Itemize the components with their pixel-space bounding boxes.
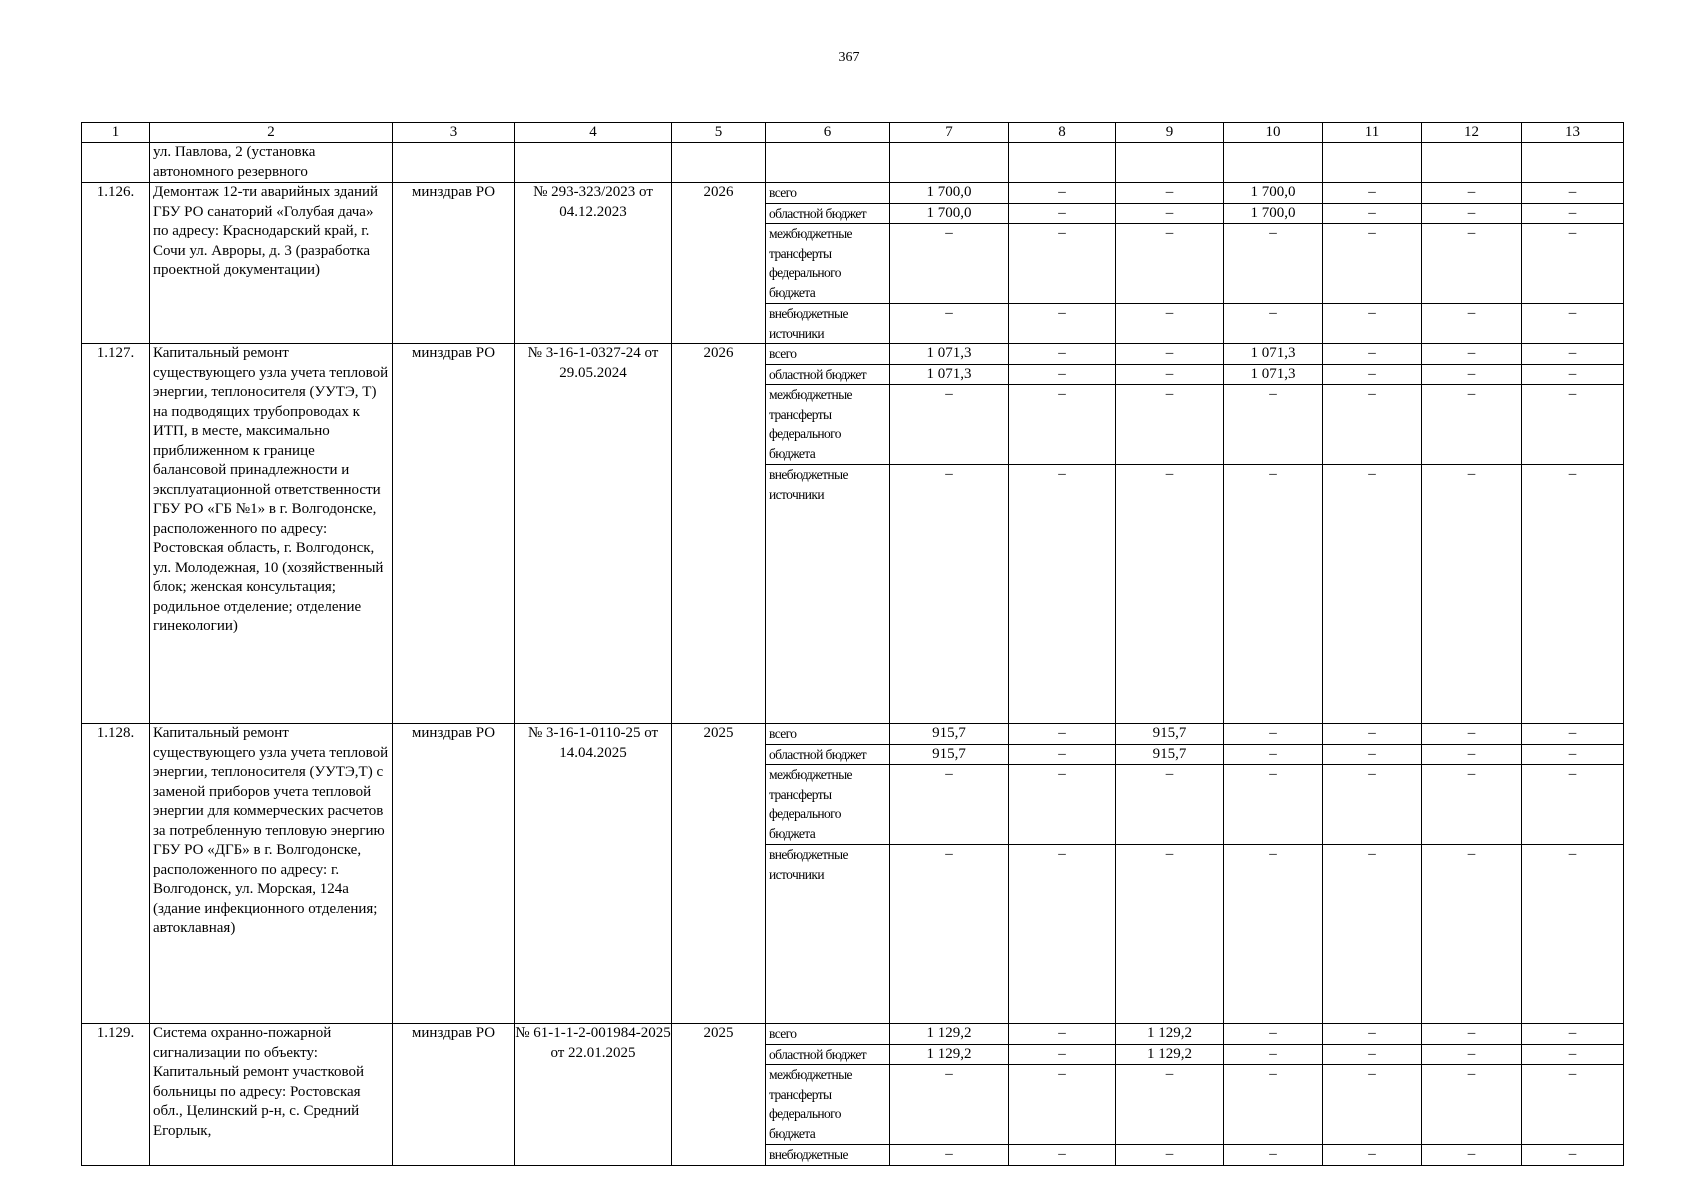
column-number-row [82, 123, 1624, 143]
entry-responsible: минздрав РО [393, 724, 515, 1024]
value-cell: – [1323, 724, 1422, 745]
value-cell: – [1116, 845, 1224, 1024]
entry-number: 1.127. [82, 344, 150, 724]
value-cell: – [1009, 845, 1116, 1024]
value-cell: – [1009, 1065, 1116, 1145]
value-cell: – [890, 765, 1009, 845]
source-extra: внебюджетные источники [766, 465, 890, 724]
value-cell: 1 129,2 [1116, 1024, 1224, 1045]
value-cell: 915,7 [1116, 724, 1224, 745]
value-cell: 1 700,0 [890, 183, 1009, 204]
entry-document: № 61-1-1-2-001984-2025 от 22.01.2025 [515, 1024, 672, 1166]
value-cell: – [1224, 385, 1323, 465]
column-number: 5 [672, 123, 766, 143]
entry-number: 1.126. [82, 183, 150, 344]
source-total: всего [766, 183, 890, 204]
value-cell: – [890, 304, 1009, 344]
source-regional: областной бюджет [766, 364, 890, 385]
value-cell: – [1009, 744, 1116, 765]
value-cell: – [890, 385, 1009, 465]
source-total: всего [766, 344, 890, 365]
entry-document: № 3-16-1-0327-24 от 29.05.2024 [515, 344, 672, 724]
value-cell: – [1323, 304, 1422, 344]
value-cell: – [1522, 724, 1624, 745]
entry-document: № 3-16-1-0110-25 от 14.04.2025 [515, 724, 672, 1024]
value-cell: – [1009, 385, 1116, 465]
value-cell: – [1422, 224, 1522, 304]
value-cell: – [1224, 224, 1323, 304]
value-cell: – [1009, 1044, 1116, 1065]
value-cell: – [1522, 344, 1624, 365]
value-cell: – [1522, 364, 1624, 385]
source-total: всего [766, 724, 890, 745]
value-cell: – [1323, 364, 1422, 385]
entry-name: Капитальный ремонт существующего узла учета тепловой энергии, теплоносителя (УУТЭ, Т) на подводящих трубопроводах к ИТП, в месте, максимально приближенном к границе балансовой принадлежности и эксплуатационной ответственности ГБУ РО «ГБ №1» в г. Волгодонске, расположенного по адресу: Ростовская область, г. Волгодонск, ул. Молодежная, 10 (хозяйственный блок; женская консультация; родильное отделение; отделение гинекологии) [150, 344, 393, 724]
value-cell: – [1422, 1024, 1522, 1045]
source-federal: межбюджетные трансферты федерального бюджета [766, 765, 890, 845]
column-number: 4 [515, 123, 672, 143]
value-cell: – [1323, 465, 1422, 724]
value-cell: – [1116, 183, 1224, 204]
entry-responsible: минздрав РО [393, 344, 515, 724]
entry-name: Система охранно-пожарной сигнализации по объекту: Капитальный ремонт участковой больницы по адресу: Ростовская обл., Целинский р-н, с. Средний Егорлык, [150, 1024, 393, 1166]
value-cell: – [1323, 1024, 1422, 1045]
value-cell: – [1522, 1145, 1624, 1166]
value-cell: – [1522, 1024, 1624, 1045]
column-number: 13 [1522, 123, 1624, 143]
value-cell: – [1224, 1145, 1323, 1166]
value-cell: – [1422, 203, 1522, 224]
value-cell: – [1116, 1145, 1224, 1166]
value-cell: – [1116, 1065, 1224, 1145]
value-cell: – [1522, 1065, 1624, 1145]
value-cell: – [1009, 364, 1116, 385]
value-cell: – [1422, 344, 1522, 365]
value-cell: – [890, 845, 1009, 1024]
value-cell: – [1522, 183, 1624, 204]
source-extra: внебюджетные источники [766, 304, 890, 344]
value-cell: 915,7 [1116, 744, 1224, 765]
column-number: 12 [1422, 123, 1522, 143]
value-cell: – [1522, 385, 1624, 465]
value-cell: – [1422, 744, 1522, 765]
table-row [82, 344, 1624, 365]
value-cell: – [1323, 1065, 1422, 1145]
entry-responsible: минздрав РО [393, 1024, 515, 1166]
continuation-row [82, 143, 1624, 183]
column-number: 1 [82, 123, 150, 143]
entry-number: 1.129. [82, 1024, 150, 1166]
value-cell: – [890, 1065, 1009, 1145]
value-cell: – [1522, 765, 1624, 845]
value-cell: – [1323, 203, 1422, 224]
value-cell: 1 129,2 [890, 1024, 1009, 1045]
value-cell: – [1009, 1145, 1116, 1166]
value-cell: – [1116, 385, 1224, 465]
value-cell: – [890, 1145, 1009, 1166]
value-cell: – [1323, 845, 1422, 1024]
value-cell: 915,7 [890, 744, 1009, 765]
value-cell: – [1422, 1145, 1522, 1166]
source-total: всего [766, 1024, 890, 1045]
value-cell: – [1224, 724, 1323, 745]
column-number: 3 [393, 123, 515, 143]
column-number: 6 [766, 123, 890, 143]
value-cell: – [1522, 203, 1624, 224]
value-cell: – [1009, 224, 1116, 304]
entry-number: 1.128. [82, 724, 150, 1024]
value-cell: – [1323, 344, 1422, 365]
continuation-name: ул. Павлова, 2 (установка автономного резервного [150, 143, 393, 183]
column-number: 2 [150, 123, 393, 143]
page-number: 367 [838, 50, 860, 65]
table-row [82, 1024, 1624, 1045]
column-number: 7 [890, 123, 1009, 143]
value-cell: – [1116, 224, 1224, 304]
source-regional: областной бюджет [766, 744, 890, 765]
source-extra: внебюджетные [766, 1145, 890, 1166]
value-cell: 1 700,0 [1224, 183, 1323, 204]
entry-year: 2025 [672, 1024, 766, 1166]
value-cell: – [1224, 1024, 1323, 1045]
value-cell: – [1009, 183, 1116, 204]
source-regional: областной бюджет [766, 203, 890, 224]
value-cell: – [1224, 1044, 1323, 1065]
value-cell: – [1116, 304, 1224, 344]
source-federal: межбюджетные трансферты федерального бюджета [766, 224, 890, 304]
value-cell: – [1116, 203, 1224, 224]
source-regional: областной бюджет [766, 1044, 890, 1065]
value-cell: – [1224, 845, 1323, 1024]
value-cell: 1 071,3 [1224, 364, 1323, 385]
value-cell: – [890, 224, 1009, 304]
value-cell: – [1522, 224, 1624, 304]
source-extra: внебюджетные источники [766, 845, 890, 1024]
column-number: 11 [1323, 123, 1422, 143]
entry-name: Демонтаж 12-ти аварийных зданий ГБУ РО санаторий «Голубая дача» по адресу: Краснодарский край, г. Сочи ул. Авроры, д. 3 (разработка проектной документации) [150, 183, 393, 344]
value-cell: 1 071,3 [1224, 344, 1323, 365]
value-cell: – [1224, 765, 1323, 845]
value-cell: – [1422, 364, 1522, 385]
table-row [82, 183, 1624, 204]
value-cell: – [1522, 845, 1624, 1024]
value-cell: 1 129,2 [890, 1044, 1009, 1065]
column-number: 8 [1009, 123, 1116, 143]
budget-table [81, 122, 1624, 1166]
value-cell: – [1522, 744, 1624, 765]
value-cell: – [1009, 304, 1116, 344]
value-cell: – [1116, 344, 1224, 365]
value-cell: 1 700,0 [1224, 203, 1323, 224]
value-cell: – [1116, 765, 1224, 845]
value-cell: – [1224, 744, 1323, 765]
value-cell: – [1009, 465, 1116, 724]
value-cell: – [1323, 1044, 1422, 1065]
value-cell: – [1323, 224, 1422, 304]
value-cell: – [1422, 1065, 1522, 1145]
value-cell: – [1323, 744, 1422, 765]
value-cell: 1 071,3 [890, 344, 1009, 365]
value-cell: – [1323, 385, 1422, 465]
value-cell: – [1422, 724, 1522, 745]
value-cell: 1 071,3 [890, 364, 1009, 385]
value-cell: – [1323, 1145, 1422, 1166]
value-cell: – [1009, 765, 1116, 845]
value-cell: – [1323, 765, 1422, 845]
value-cell: – [1116, 465, 1224, 724]
value-cell: – [1224, 465, 1323, 724]
value-cell: – [1224, 1065, 1323, 1145]
value-cell: – [1009, 1024, 1116, 1045]
value-cell: 1 129,2 [1116, 1044, 1224, 1065]
entry-year: 2026 [672, 344, 766, 724]
source-federal: межбюджетные трансферты федерального бюджета [766, 385, 890, 465]
value-cell: 1 700,0 [890, 203, 1009, 224]
column-number: 9 [1116, 123, 1224, 143]
source-federal: межбюджетные трансферты федерального бюджета [766, 1065, 890, 1145]
value-cell: – [1522, 465, 1624, 724]
value-cell: – [1422, 765, 1522, 845]
value-cell: – [1224, 304, 1323, 344]
column-number: 10 [1224, 123, 1323, 143]
entry-responsible: минздрав РО [393, 183, 515, 344]
value-cell: – [1009, 344, 1116, 365]
value-cell: – [1116, 364, 1224, 385]
value-cell: – [1009, 724, 1116, 745]
value-cell: – [1522, 304, 1624, 344]
value-cell: – [1522, 1044, 1624, 1065]
table-row [82, 724, 1624, 745]
value-cell: – [890, 465, 1009, 724]
value-cell: – [1422, 1044, 1522, 1065]
value-cell: – [1422, 183, 1522, 204]
entry-document: № 293-323/2023 от 04.12.2023 [515, 183, 672, 344]
value-cell: – [1422, 845, 1522, 1024]
value-cell: 915,7 [890, 724, 1009, 745]
entry-year: 2026 [672, 183, 766, 344]
value-cell: – [1009, 203, 1116, 224]
entry-year: 2025 [672, 724, 766, 1024]
value-cell: – [1422, 385, 1522, 465]
value-cell: – [1422, 304, 1522, 344]
entry-name: Капитальный ремонт существующего узла учета тепловой энергии, теплоносителя (УУТЭ,Т) с заменой приборов учета тепловой энергии для коммерческих расчетов за потребленную тепловую энергию ГБУ РО «ДГБ» в г. Волгодонске, расположенного по адресу: г. Волгодонск, ул. Морская, 124а (здание инфекционного отделения; автоклавная) [150, 724, 393, 1024]
value-cell: – [1422, 465, 1522, 724]
value-cell: – [1323, 183, 1422, 204]
